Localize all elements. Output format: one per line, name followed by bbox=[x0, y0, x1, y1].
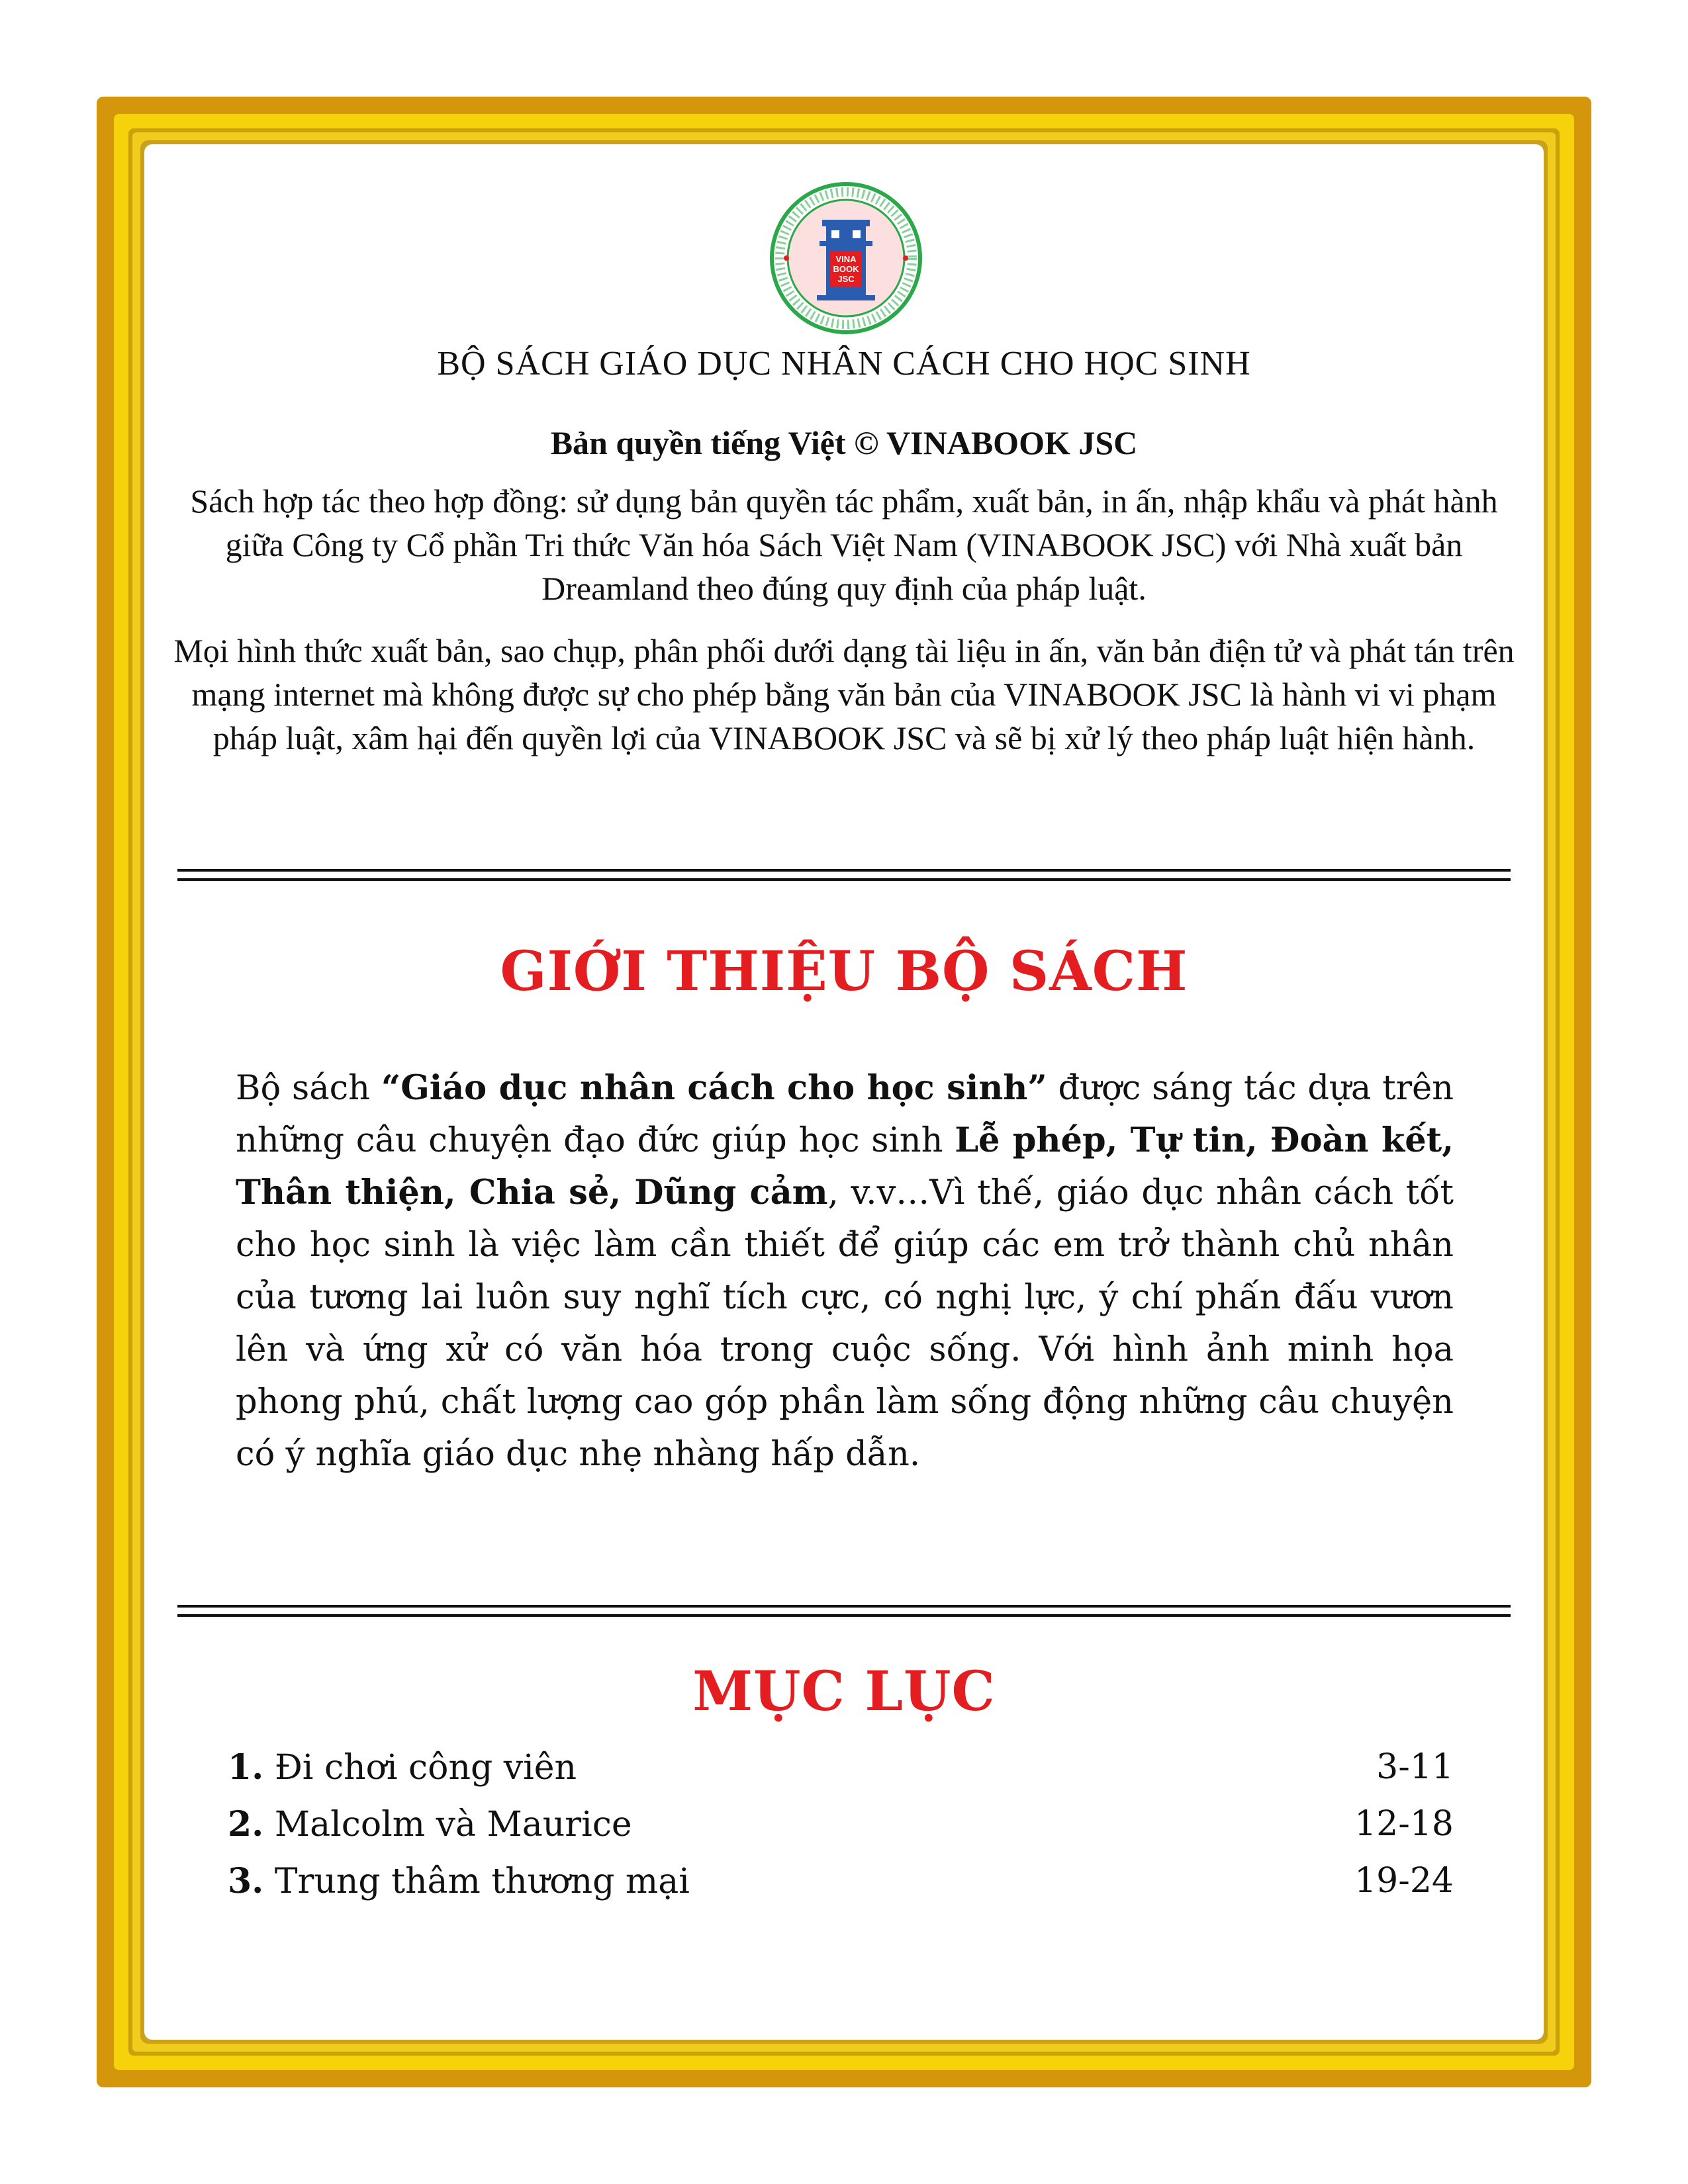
toc-item bbox=[228, 1747, 1454, 1804]
logo-text-line2: BOOK bbox=[833, 264, 859, 274]
divider-line bbox=[177, 878, 1511, 881]
divider-line bbox=[177, 1605, 1511, 1608]
toc-item-pages: 19-24 bbox=[1354, 1861, 1454, 1901]
logo-text-line1: VINA bbox=[835, 254, 857, 264]
toc-item-pages: 3-11 bbox=[1376, 1747, 1454, 1787]
toc-item-title: Đi chơi công viên bbox=[274, 1748, 577, 1788]
intro-heading: GIỚI THIỆU BỘ SÁCH bbox=[500, 940, 1188, 1003]
toc-item bbox=[228, 1804, 1454, 1861]
intro-text: , v.v…Vì thế, giáo dục nhân cách tốt cho học sinh là việc làm cần thiết để giúp các em trở thành chủ nhân của tương lai luôn suy nghĩ tích cực, có nghị lực, ý chí phấn đấu vươn lên và ứng xử có văn hóa trong cuộc sống. Với hình ảnh minh họa phong phú, chất lượng cao góp phần làm sống động những câu chuyện có ý nghĩa giáo dục nhẹ nhàng hấp dẫn. bbox=[236, 1173, 1454, 1474]
intro-text: được sáng tác dựa trên những câu chuyện đạo đức giúp học sinh bbox=[236, 1069, 1454, 1160]
contract-paragraph: Sách hợp tác theo hợp đồng: sử dụng bản quyền tác phẩm, xuất bản, in ấn, nhập khẩu và phát hành giữa Công ty Cổ phần Tri thức Văn hóa Sách Việt Nam (VINABOOK JSC) với Nhà xuất bản Dreamland theo đúng quy định của pháp luật. bbox=[190, 482, 1498, 607]
toc-item-number: 2. bbox=[228, 1804, 264, 1844]
legal-notice-paragraph: Mọi hình thức xuất bản, sao chụp, phân phối dưới dạng tài liệu in ấn, văn bản điện tử và phát tán trên mạng internet mà không được sự cho phép bằng văn bản của VINABOOK JSC là hành vi vi phạm pháp luật, xâm hại đến quyền lợi của VINABOOK JSC và sẽ bị xử lý theo pháp luật hiện hành. bbox=[173, 632, 1515, 756]
toc-item-pages: 12-18 bbox=[1354, 1804, 1454, 1844]
toc-item-number: 3. bbox=[228, 1861, 264, 1901]
series-title: BỘ SÁCH GIÁO DỤC NHÂN CÁCH CHO HỌC SINH bbox=[437, 345, 1251, 383]
toc-item bbox=[228, 1861, 1454, 1918]
toc-item-title: Malcolm và Maurice bbox=[274, 1805, 632, 1844]
vinabook-seal-icon bbox=[767, 179, 925, 338]
table-of-contents bbox=[228, 1747, 1454, 1918]
logo-text-line3: JSC bbox=[837, 274, 855, 284]
copyright-line: Bản quyền tiếng Việt © VINABOOK JSC bbox=[550, 424, 1138, 461]
toc-item-number: 1. bbox=[228, 1747, 264, 1788]
toc-item-title: Trung thâm thương mại bbox=[274, 1862, 690, 1901]
intro-virtues: Lễ phép, Tự tin, Đoàn kết, Thân thiện, Chia sẻ, Dũng cảm bbox=[236, 1120, 1454, 1212]
toc-heading: MỤC LỤC bbox=[692, 1660, 996, 1723]
divider-line bbox=[177, 1614, 1511, 1617]
divider-line bbox=[177, 869, 1511, 872]
intro-paragraph bbox=[236, 1062, 1454, 1480]
intro-text: Bộ sách bbox=[236, 1069, 381, 1108]
intro-series-name: “Giáo dục nhân cách cho học sinh” bbox=[381, 1068, 1047, 1108]
